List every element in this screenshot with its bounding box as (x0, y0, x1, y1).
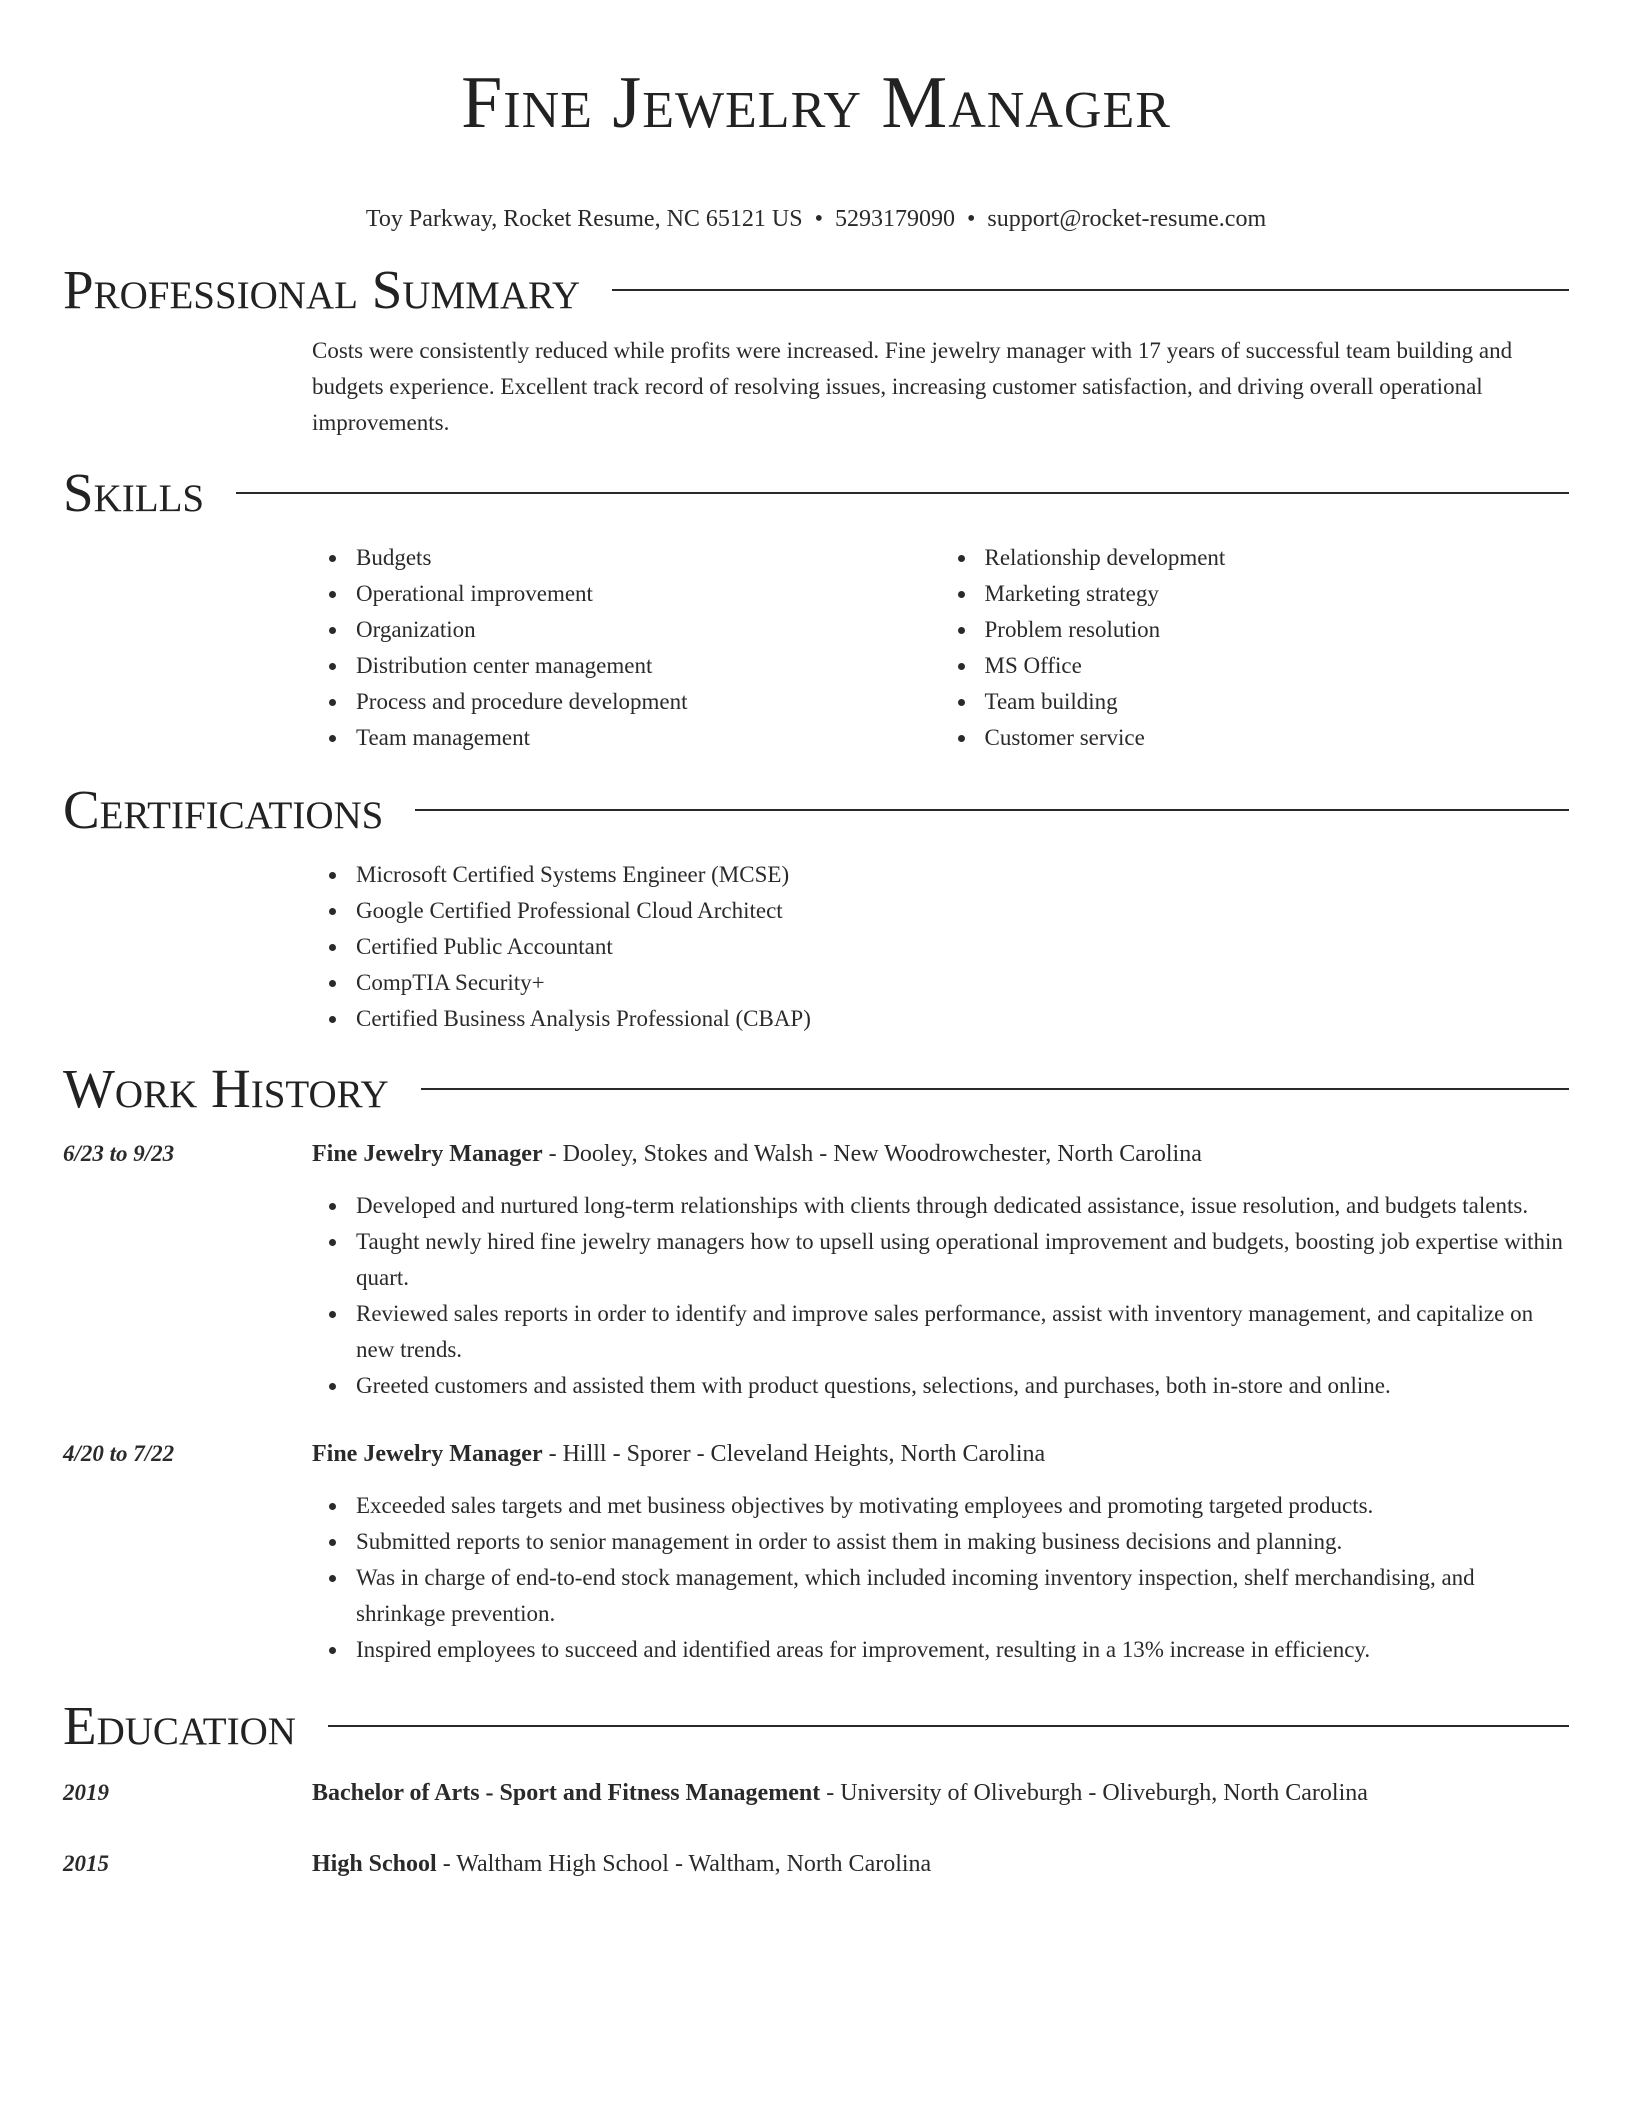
skills-column-right (941, 540, 1570, 756)
summary-text: Costs were consistently reduced while profits were increased. Fine jewelry manager with 17 years of successful team building and budgets experience. Excellent track record of resolving issues, increasing customer satisfaction, and driving overall operational improvements. (312, 338, 1513, 435)
education-year: 2015 (63, 1851, 109, 1876)
skill-item: Process and procedure development (356, 684, 941, 720)
certification-item: Certified Business Analysis Professional (CBAP) (356, 1001, 1569, 1037)
education-section-header (63, 1694, 1569, 1758)
section-divider (236, 492, 1569, 494)
job-bullet: Reviewed sales reports in order to identify and improve sales performance, assist with inventory management, and capitalize on new trends. (356, 1296, 1569, 1368)
skill-item: Team management (356, 720, 941, 756)
skills-column-left (312, 540, 941, 756)
skills-section-header (63, 461, 1569, 525)
certifications-section-header (63, 778, 1569, 842)
section-divider (612, 289, 1569, 291)
contact-separator: • (814, 206, 824, 232)
certifications-list (312, 857, 1569, 1037)
education-entry (63, 1846, 1569, 1882)
job-entry (63, 1136, 1569, 1404)
job-bullet: Was in charge of end-to-end stock management, which included incoming inventory inspection, shelf merchandising, and shrinkage prevention. (356, 1560, 1569, 1632)
contact-address: Toy Parkway, Rocket Resume, NC 65121 US (365, 206, 803, 232)
skill-item: MS Office (985, 648, 1570, 684)
job-role: Fine Jewelry Manager (312, 1441, 543, 1467)
job-dates: 6/23 to 9/23 (63, 1141, 175, 1166)
contact-phone: 5293179090 (835, 206, 956, 232)
education-year: 2019 (63, 1780, 109, 1805)
contact-email: support@rocket-resume.com (987, 206, 1267, 232)
skill-item: Operational improvement (356, 576, 941, 612)
certification-item: Microsoft Certified Systems Engineer (MCSE) (356, 857, 1569, 893)
job-header (312, 1136, 1569, 1172)
education-entry (63, 1775, 1569, 1811)
work-section-title: Work History (63, 1058, 389, 1119)
education-section-title: Education (63, 1695, 296, 1756)
skill-item: Marketing strategy (985, 576, 1570, 612)
skill-item: Team building (985, 684, 1570, 720)
certification-item: Google Certified Professional Cloud Architect (356, 893, 1569, 929)
job-bullets (312, 1188, 1569, 1404)
job-details: - Hilll - Sporer - Cleveland Heights, North Carolina (542, 1441, 1046, 1467)
education-degree: Bachelor of Arts - Sport and Fitness Management (312, 1780, 821, 1806)
job-bullet: Developed and nurtured long-term relationships with clients through dedicated assistance, issue resolution, and budgets talents. (356, 1188, 1569, 1224)
skill-item: Organization (356, 612, 941, 648)
education-details: - University of Oliveburgh - Oliveburgh, North Carolina (820, 1780, 1368, 1806)
skill-item: Customer service (985, 720, 1570, 756)
job-entry (63, 1436, 1569, 1668)
job-bullet: Submitted reports to senior management in order to assist them in making business decisions and planning. (356, 1524, 1569, 1560)
work-section-header (63, 1057, 1569, 1121)
job-bullet: Greeted customers and assisted them with product questions, selections, and purchases, both in-store and online. (356, 1368, 1569, 1404)
skill-item: Relationship development (985, 540, 1570, 576)
section-divider (415, 809, 1569, 811)
certifications-section-title: Certifications (63, 779, 384, 840)
summary-section-title: Professional Summary (63, 259, 581, 320)
resume-name: Fine Jewelry Manager (461, 62, 1171, 144)
certification-item: Certified Public Accountant (356, 929, 1569, 965)
skills-list (312, 540, 1569, 756)
job-bullet: Inspired employees to succeed and identified areas for improvement, resulting in a 13% increase in efficiency. (356, 1632, 1569, 1668)
job-bullets (312, 1488, 1569, 1668)
contact-separator: • (967, 206, 976, 232)
education-degree: High School (312, 1851, 437, 1877)
education-header (312, 1775, 1569, 1811)
education-header (312, 1846, 1569, 1882)
job-role: Fine Jewelry Manager (312, 1141, 543, 1167)
skill-item: Problem resolution (985, 612, 1570, 648)
skills-section-title: Skills (63, 462, 205, 523)
job-dates: 4/20 to 7/22 (63, 1441, 175, 1466)
contact-line (63, 204, 1569, 234)
job-bullet: Taught newly hired fine jewelry managers how to upsell using operational improvement and budgets, boosting job expertise within quart. (356, 1224, 1569, 1296)
job-header (312, 1436, 1569, 1472)
certification-item: CompTIA Security+ (356, 965, 1569, 1001)
section-divider (328, 1725, 1569, 1727)
skill-item: Budgets (356, 540, 941, 576)
skill-item: Distribution center management (356, 648, 941, 684)
job-bullet: Exceeded sales targets and met business objectives by motivating employees and promoting targeted products. (356, 1488, 1569, 1524)
job-details: - Dooley, Stokes and Walsh - New Woodrowchester, North Carolina (542, 1141, 1202, 1167)
education-details: - Waltham High School - Waltham, North Carolina (436, 1851, 932, 1877)
summary-section-header (63, 258, 1569, 322)
section-divider (421, 1088, 1569, 1090)
